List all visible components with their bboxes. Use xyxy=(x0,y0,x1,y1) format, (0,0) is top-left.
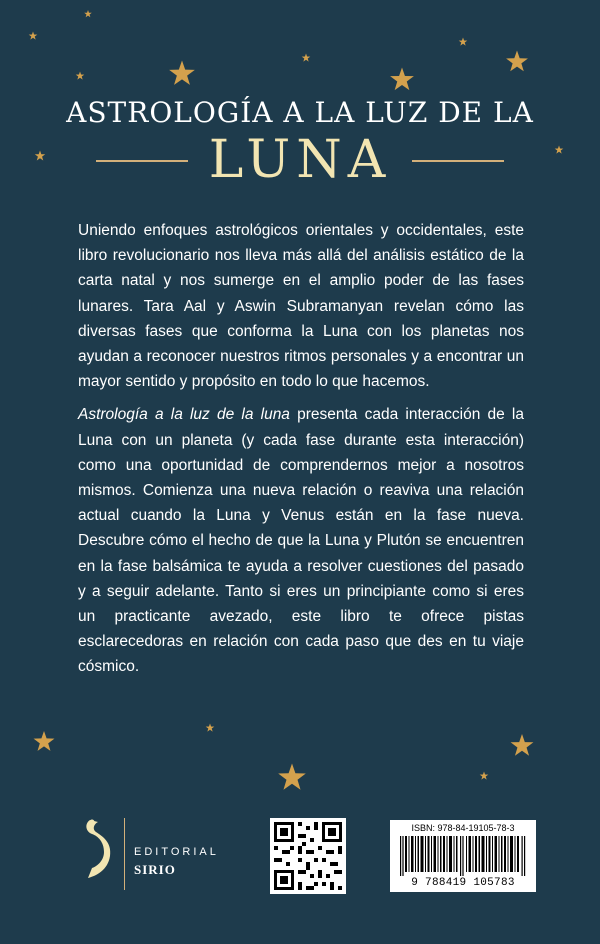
title-line-2: LUNA xyxy=(208,130,392,190)
qr-code xyxy=(270,818,346,894)
star-icon xyxy=(278,764,306,790)
description-paragraph-2 xyxy=(78,402,524,679)
publisher-divider xyxy=(124,818,125,890)
publisher-name-line-1: EDITORIAL xyxy=(134,846,219,858)
swan-s-logo-icon xyxy=(82,818,112,880)
star-icon xyxy=(34,731,55,751)
title-rule-right xyxy=(412,160,504,162)
book-description xyxy=(78,218,524,688)
barcode-bars xyxy=(398,836,528,876)
isbn-barcode xyxy=(390,820,536,892)
description-paragraph-1: Uniendo enfoques astrológicos orientales y occidentales, este libro revolucionario nos lleva más allá del análisis estático de la carta natal y nos sumerge en el amplio poder de las fases lunares. Tara Aal y Aswin Subramanyan revelan cómo las diversas fases que conforma la Luna con los planetas nos ayudan a reconocer nuestros ritmos personales y a encontrar un mayor sentido y propósito en todo lo que hacemos. xyxy=(78,222,524,391)
isbn-label: ISBN: 978-84-19105-78-3 xyxy=(411,823,515,833)
star-icon xyxy=(84,10,92,17)
barcode-digits: 9 788419 105783 xyxy=(411,877,515,889)
star-icon xyxy=(206,724,215,732)
star-icon xyxy=(29,32,38,40)
star-icon xyxy=(459,38,468,46)
star-icon xyxy=(302,54,311,62)
publisher-name-line-2: SIRIO xyxy=(134,862,176,877)
title-line-1: ASTROLOGÍA A LA LUZ DE LA xyxy=(66,96,534,129)
star-icon xyxy=(511,734,534,756)
star-icon xyxy=(390,68,414,91)
description-paragraph-2-text: presenta cada interacción de la Luna con un planeta (y cada fase durante esta interacción) como una oportunidad de comprendernos mejor a nosotros mismos. Comienza una nueva relación o reaviva una relación actual cuando la Luna y Venus están en la fase nueva. Descubre cómo el hecho de que la Luna y Plutón se encuentren en la fase balsámica te ayuda a resolver cuestiones del pasado y a seguir adelante. Tanto si eres un principiante como si eres un practicante avezado, este libro te ofrece pistas esclarecedoras en relación con cada paso que des en tu viaje cósmico. xyxy=(78,406,524,676)
star-icon xyxy=(169,61,195,85)
book-title-italic: Astrología a la luz de la luna xyxy=(78,406,290,424)
star-icon xyxy=(506,51,528,72)
star-icon xyxy=(480,772,489,780)
star-icon xyxy=(76,72,85,80)
